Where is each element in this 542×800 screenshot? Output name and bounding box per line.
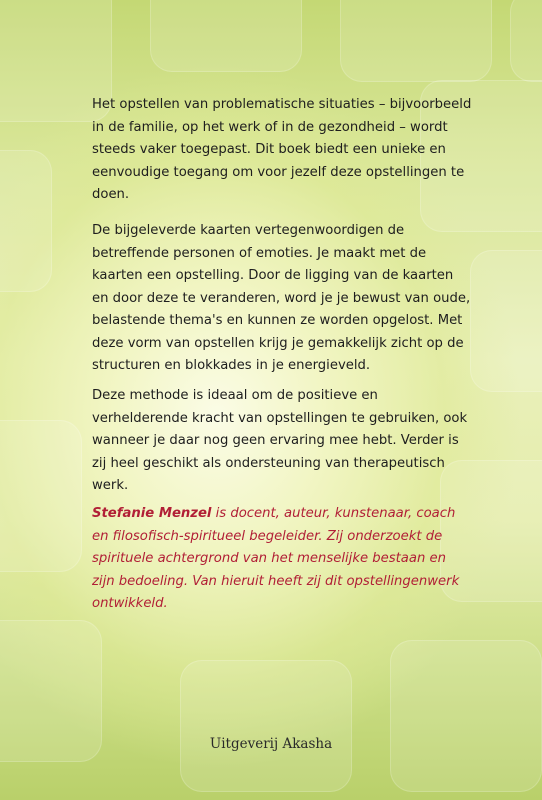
author-name: Stefanie Menzel	[92, 506, 212, 521]
decorative-tile	[180, 660, 352, 792]
description-paragraph-1: Het opstellen van problematische situaties – bijvoorbeeld in de familie, op het werk of in de gezondheid – wordt steeds vaker toegepast. Dit boek biedt een unieke en eenvoudige toegang om voor jezelf deze opstellingen te doen.	[92, 97, 472, 202]
publisher-name: Uitgeverij Akasha	[209, 736, 333, 752]
decorative-tile	[150, 0, 302, 72]
decorative-tile	[470, 250, 542, 392]
decorative-tile	[390, 640, 542, 792]
description-paragraph-3: Deze methode is ideaal om de positieve en verhelderende kracht van opstellingen te gebruiken, ook wanneer je daar nog geen ervaring mee hebt. Verder is zij heel geschikt als ondersteuning van therapeutisch werk.	[92, 388, 468, 493]
decorative-tile	[340, 0, 492, 82]
author-bio	[92, 503, 472, 616]
author-bio-text: is docent, auteur, kunstenaar, coach en filosofisch-spiritueel begeleider. Zij onderzoekt de spirituele achtergrond van het menselijke bestaan en zijn bedoeling. Van hieruit heeft zij dit opstellingenwerk ontwikkeld.	[92, 506, 460, 611]
description-paragraph-2: De bijgeleverde kaarten vertegenwoordigen de betreffende personen of emoties. Je maakt met de kaarten een opstelling. Door de ligging van de kaarten en door deze te veranderen, word je je bewust van oude, belastende thema's en kunnen ze worden opgelost. Met deze vorm van opstellen krijg je gemakkelijk zicht op de structuren en blokkades in je energieveld.	[92, 223, 471, 373]
decorative-tile	[0, 420, 82, 572]
decorative-tile	[0, 150, 52, 292]
decorative-tile	[510, 0, 542, 82]
